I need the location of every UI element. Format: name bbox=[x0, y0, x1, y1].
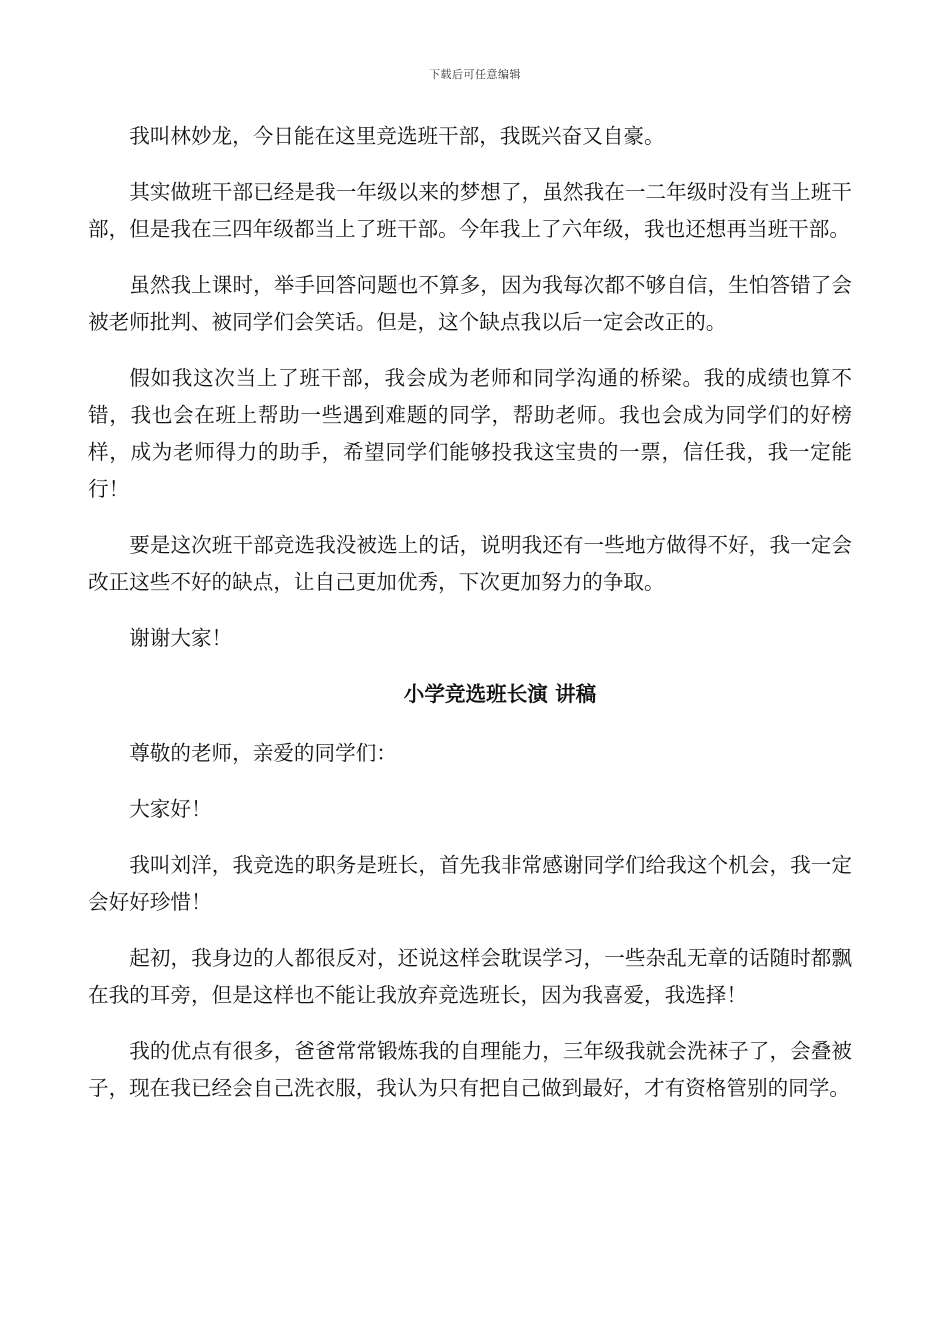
paragraph: 我叫刘洋，我竞选的职务是班长，首先我非常感谢同学们给我这个机会，我一定会好好珍惜！ bbox=[88, 853, 852, 914]
document-body bbox=[88, 118, 852, 1126]
paragraph: 大家好！ bbox=[129, 797, 212, 821]
section-title: 小学竞选班长演 讲稿 bbox=[403, 682, 597, 706]
paragraph: 假如我这次当上了班干部，我会成为老师和同学沟通的桥梁。我的成绩也算不错，我也会在班上帮助一些遇到难题的同学，帮助老师。我也会成为同学们的好榜样，成为老师得力的助手，希望同学们能够投我这宝贵的一票，信任我，我一定能行！ bbox=[88, 366, 852, 501]
paragraph: 尊敬的老师，亲爱的同学们： bbox=[129, 741, 397, 765]
paragraph: 起初，我身边的人都很反对，还说这样会耽误学习，一些杂乱无章的话随时都飘在我的耳旁，但是这样也不能让我放弃竞选班长，因为我喜爱，我选择！ bbox=[88, 946, 852, 1007]
paragraph: 我的优点有很多，爸爸常常锻炼我的自理能力，三年级我就会洗袜子了，会叠被子，现在我已经会自己洗衣服，我认为只有把自己做到最好，才有资格管别的同学。 bbox=[88, 1039, 852, 1100]
paragraph: 其实做班干部已经是我一年级以来的梦想了，虽然我在一二年级时没有当上班干部，但是我在三四年级都当上了班干部。今年我上了六年级，我也还想再当班干部。 bbox=[88, 180, 852, 241]
paragraph: 谢谢大家！ bbox=[129, 626, 233, 650]
header-note: 下载后可任意编辑 bbox=[429, 68, 521, 81]
paragraph: 要是这次班干部竞选我没被选上的话，说明我还有一些地方做得不好，我一定会改正这些不好的缺点，让自己更加优秀，下次更加努力的争取。 bbox=[88, 533, 852, 594]
paragraph: 虽然我上课时，举手回答问题也不算多，因为我每次都不够自信，生怕答错了会被老师批判、被同学们会笑话。但是，这个缺点我以后一定会改正的。 bbox=[88, 273, 852, 334]
paragraph: 我叫林妙龙，今日能在这里竞选班干部，我既兴奋又自豪。 bbox=[129, 124, 665, 148]
